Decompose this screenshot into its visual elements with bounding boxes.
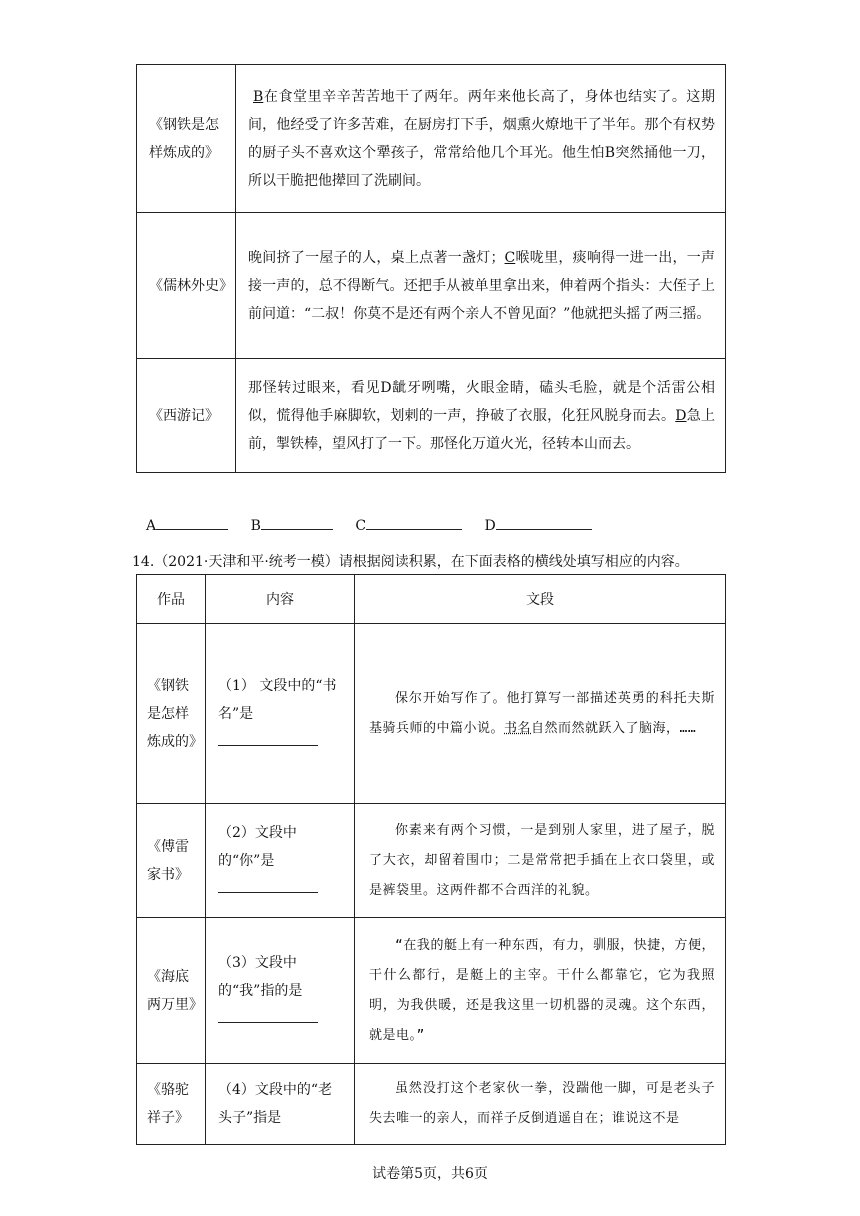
letter-d: D: [675, 407, 687, 424]
question-content: （4）文段中的“老头子”指是: [206, 1064, 355, 1145]
question-content: （2）文段中的“你”是: [206, 804, 355, 918]
answer-blank-d[interactable]: [496, 515, 592, 530]
reading-table-2: [136, 574, 726, 1145]
answer-label-b: B: [250, 518, 261, 534]
table-row: [137, 918, 726, 1064]
work-title: 《骆驼祥子》: [137, 1064, 206, 1145]
dotted-term: 书名: [504, 720, 532, 736]
letter-b: B: [253, 88, 264, 105]
answer-blank-3[interactable]: [218, 1010, 318, 1023]
passage-text: 喉咙里，痰响得一进一出，一声接一声的，总不得断气。还把手从被单里拿出来，伸着两个指头：大侄子上前问道：“二叔！你莫不是还有两个亲人不曾见面？”他就把头摇了两三摇。: [248, 249, 716, 322]
work-title: 《钢铁是怎样炼成的》: [137, 624, 206, 804]
passage-text: 急上前，掣铁棒，望风打了一下。那怪化万道火光，径转本山而去。: [248, 407, 716, 452]
answer-blanks: [146, 515, 610, 534]
passage: 保尔开始写作了。他打算写一部描述英勇的科托夫斯基骑兵师的中篇小说。书名自然而然就跃入了脑海，……: [355, 624, 726, 804]
header-work: 作品: [137, 575, 206, 624]
answer-label-a: A: [146, 518, 157, 534]
answer-blank-a[interactable]: [156, 515, 228, 530]
header-passage: 文段: [355, 575, 726, 624]
passage-text: 那怪转过眼来，看见D龇牙咧嘴，火眼金睛，磕头毛脸，就是个活雷公相似，慌得他手麻脚软，划剌的一声，挣破了衣服，化狂风脱身而去。: [248, 379, 715, 424]
reading-table-1: [136, 64, 726, 473]
answer-label-d: D: [484, 518, 496, 534]
table-row: [137, 624, 726, 804]
passage: 虽然没打这个老家伙一拳，没踹他一脚，可是老头子失去唯一的亲人，而祥子反倒逍遥自在；谁说这不是: [355, 1064, 726, 1145]
question-content: （1） 文段中的“书名”是: [206, 624, 355, 804]
answer-blank-2[interactable]: [218, 880, 318, 893]
work-title: 《西游记》: [137, 359, 236, 473]
answer-blank-1[interactable]: [218, 733, 318, 746]
table-row: [137, 213, 726, 359]
table-header-row: [137, 575, 726, 624]
table-row: [137, 65, 726, 213]
passage: “在我的艇上有一种东西，有力，驯服，快捷，方便， 干什么都行，是艇上的主宰。干什么都靠它，它为我照明，为我供暖，还是我这里一切机器的灵魂。这个东西，就是电。”: [355, 918, 726, 1064]
letter-c: C: [504, 249, 516, 266]
header-content: 内容: [206, 575, 355, 624]
question-content: （3）文段中的“我”指的是: [206, 918, 355, 1064]
passage: [236, 213, 726, 359]
table-row: [137, 804, 726, 918]
work-title: 《儒林外史》: [137, 213, 236, 359]
work-title: 《傅雷家书》: [137, 804, 206, 918]
passage: [236, 65, 726, 213]
table-row: [137, 359, 726, 473]
passage-text: 晚间挤了一屋子的人，桌上点著一盏灯；: [248, 249, 505, 266]
passage-text: 在食堂里辛辛苦苦地干了两年。两年来他长高了，身体也结实了。这期间，他经受了许多苦难，在厨房打下手，烟熏火燎地干了半年。那个有权势的厨子头不喜欢这个犟孩子，常常给他几个耳光。他生怕B突然捅他一刀，所以干脆把他撵回了洗刷间。: [248, 88, 716, 189]
answer-label-c: C: [355, 518, 367, 534]
work-title: 《钢铁是怎样炼成的》: [137, 65, 236, 213]
passage: 你素来有两个习惯，一是到别人家里，进了屋子，脱了大衣，却留着围巾；二是常常把手插在上衣口袋里，或是裤袋里。这两件都不合西洋的礼貌。: [355, 804, 726, 918]
question-14: 14.（2021·天津和平·统考一模）请根据阅读积累，在下面表格的横线处填写相应的内容。: [132, 554, 689, 570]
table-row: [137, 1064, 726, 1145]
work-title: 《海底两万里》: [137, 918, 206, 1064]
passage: [236, 359, 726, 473]
answer-blank-c[interactable]: [366, 515, 462, 530]
answer-blank-b[interactable]: [261, 515, 333, 530]
page-footer: 试卷第5页，共6页: [372, 1166, 488, 1182]
